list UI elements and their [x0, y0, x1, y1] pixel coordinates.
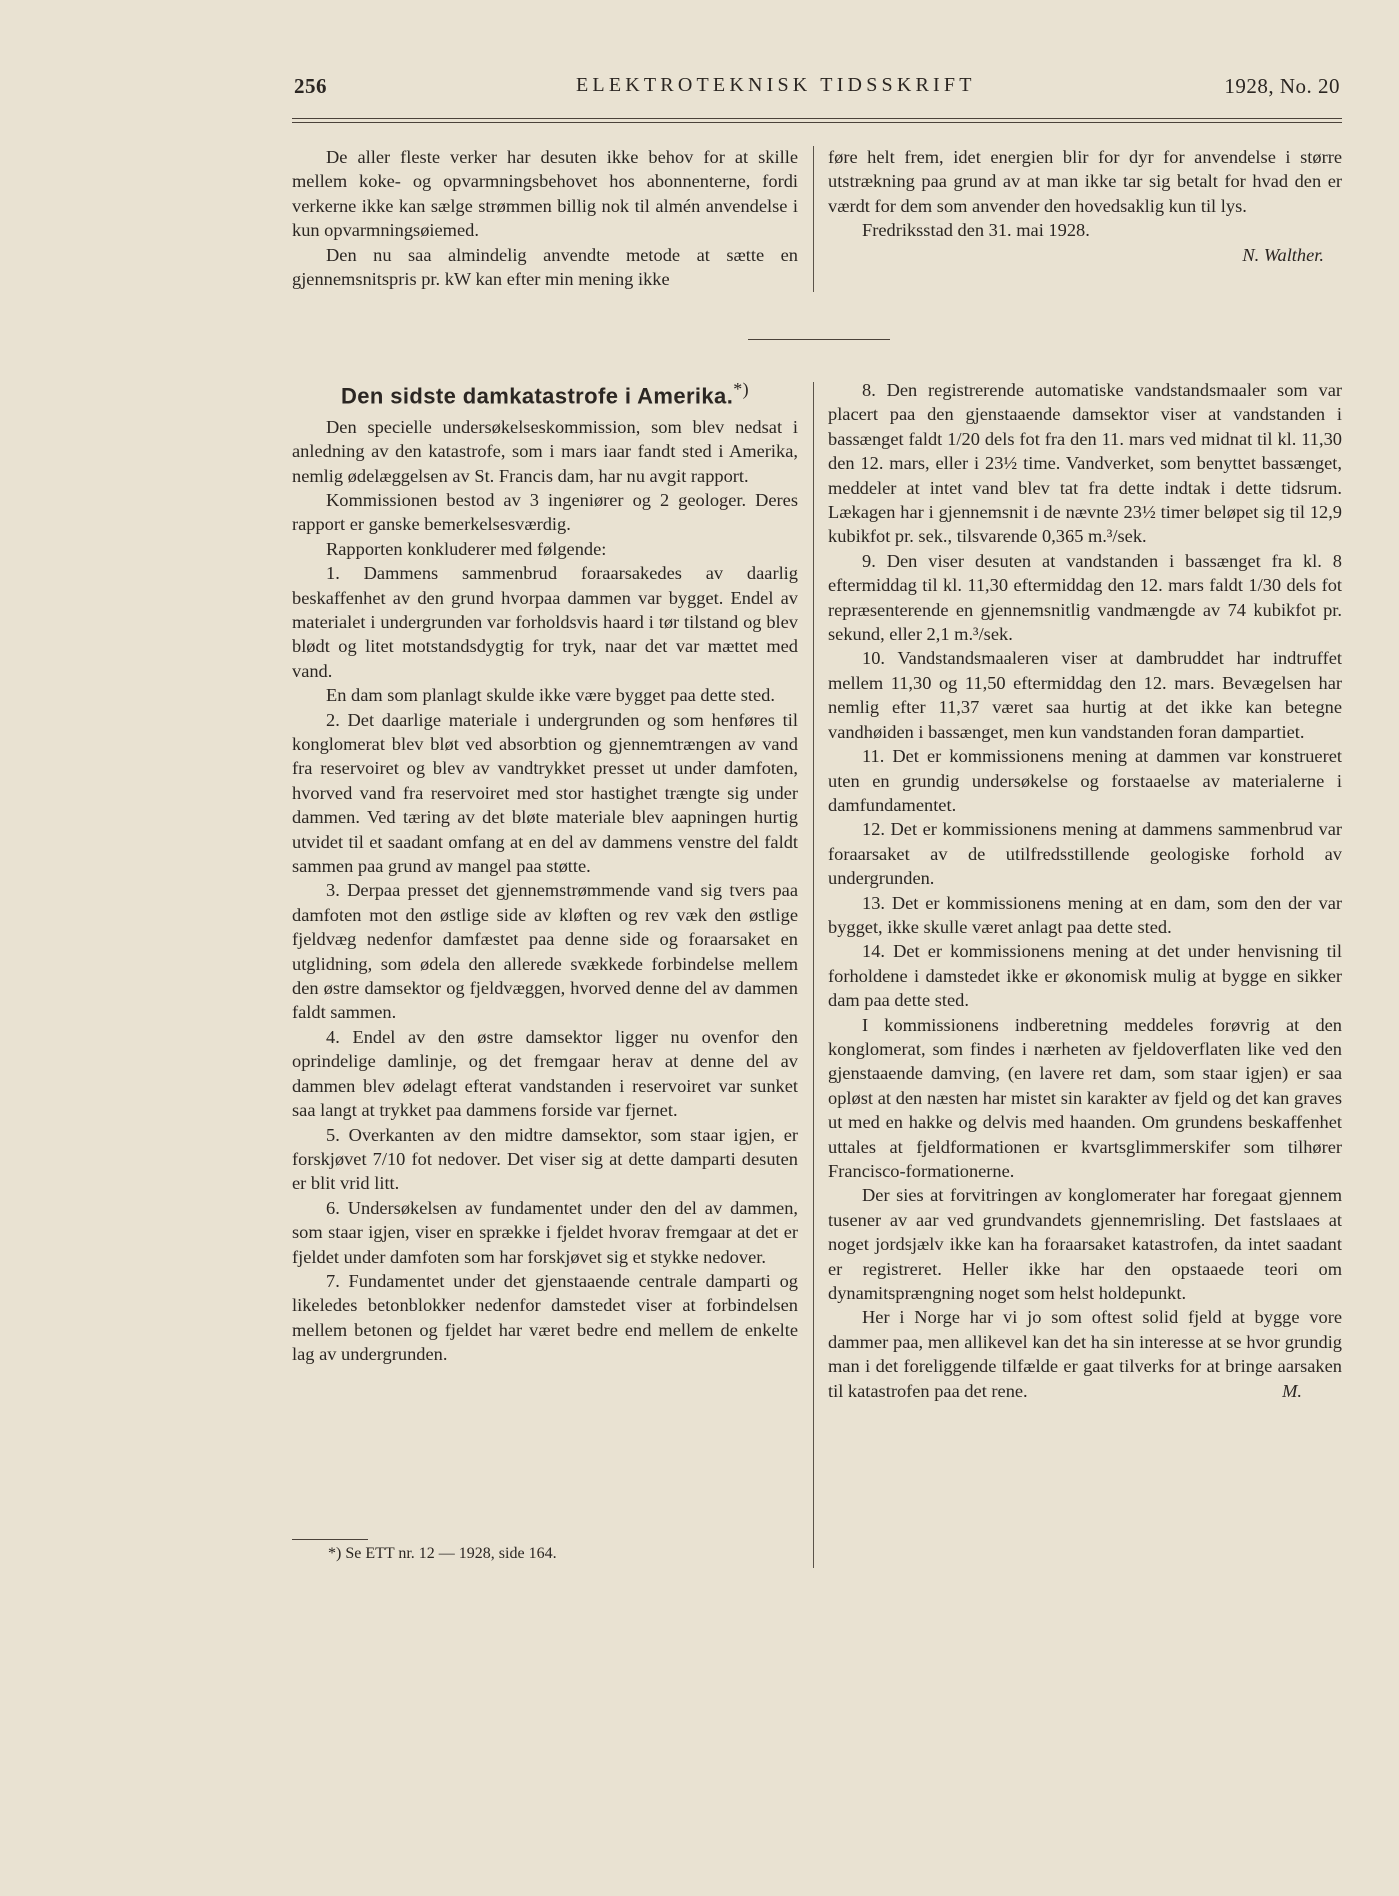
article-signature: M.: [1282, 1381, 1302, 1402]
paragraph: Her i Norge har vi jo som oftest solid fjeld at bygge vore dammer paa, men allikevel kan det ha sin interesse at se hvor grundig man i det foreliggende tilfælde er gaat tilverks for at bringe aarsaken til katastrofen paa det rene.: [828, 1307, 1342, 1401]
article-title: [292, 377, 798, 409]
paragraph: 13. Det er kommissionens mening at en dam, som den der var bygget, ikke skulle været anlagt paa dette sted.: [828, 892, 1342, 937]
paragraph: Rapporten konkluderer med følgende:: [326, 538, 607, 559]
running-header: [292, 74, 1342, 104]
author-signature: N. Walther.: [1242, 244, 1324, 265]
paragraph: 6. Undersøkelsen av fundamentet under den del av dammen, som staar igjen, viser en sprække i fjeldet hvorav fremgaar at det er fjeldet under damfoten som har forskjøvet sig et stykke nedover.: [292, 1197, 798, 1267]
paragraph: føre helt frem, idet energien blir for dyr for anvendelse i større utstrækning paa grund av at man ikke tar sig betalt for hvad den er værdt for dem som anvender den hovedsaklig kun til lys.: [828, 147, 1342, 216]
top-right-column: [828, 145, 1342, 267]
paragraph: 11. Det er kommissionens mening at dammen var konstrueret uten en grundig undersøkelse og forstaaelse av materialerne i damfundamentet.: [828, 746, 1342, 815]
paragraph: Den nu saa almindelig anvendte metode at sætte en gjennemsnitspris pr. kW kan efter min mening ikke: [292, 244, 798, 290]
footnote: *) Se ETT nr. 12 — 1928, side 164.: [328, 1545, 557, 1562]
column-divider: [813, 382, 814, 1568]
paragraph: 1. Dammens sammenbrud foraarsakedes av daarlig beskaffenhet av den grund hvorpaa dammen var bygget. Endel av materialet i undergrunden var forholdsvis haard i tør tilstand og blev blødt og litet motstandsdygtig for tryk, naar det var mættet med vand.: [292, 563, 798, 681]
paragraph: 9. Den viser desuten at vandstanden i bassænget fra kl. 8 eftermiddag til kl. 11,30 eftermiddag den 12. mars faldt 1/30 dels fot repræsenterende en gjennemsnitlig vandmængde av 74 kubikfot pr. sekund, eller 2,1 m.³/sek.: [828, 550, 1342, 645]
page-number: 256: [294, 74, 327, 98]
paragraph: 2. Det daarlige materiale i undergrunden og som henføres til konglomerat blev bløt ved absorbtion og gjennemtrængen av vand fra reservoiret og blev av vandtrykket presset ut under damfoten, hvorved vand fra reservoiret med stor hastighet trængte sig under dammen. Ved tæring av det bløte materiale blev aapningen hurtig utvidet til et saadant omfang at en del av dammens venstre del faldt sammen paa grund av mangel paa støtte.: [292, 709, 798, 877]
dateline: Fredriksstad den 31. mai 1928.: [862, 220, 1090, 241]
paragraph: 7. Fundamentet under det gjenstaaende centrale damparti og likeledes betonblokker nedenfor damstedet viser at forbindelsen mellem betonen og fjeldet har været bedre end mellem de enkelte lag av undergrunden.: [292, 1270, 798, 1365]
header-rule-bottom: [292, 122, 1342, 123]
article-title-text: Den sidste damkatastrofe i Amerika.: [340, 383, 734, 409]
paragraph: Den specielle undersøkelseskommission, som blev nedsat i anledning av den katastrofe, som i mars iaar fandt sted i Amerika, nemlig ødelæggelsen av St. Francis dam, har nu avgit rapport.: [292, 416, 798, 486]
paragraph: 3. Derpaa presset det gjennemstrømmende vand sig tvers paa damfoten mot den østlige side av kløften og rev væk den østlige fjeldvæg nedenfor damfæstet paa denne side og foraarsaket en utglidning, som ødela den allerede svækkede forbindelse mellem den østre damsektor og fjeldvæggen, hvorved denne del av dammen faldt sammen.: [292, 880, 798, 1023]
paragraph: 8. Den registrerende automatiske vandstandsmaaler som var placert paa den gjenstaaende damsektor viser at vandstanden i bassænget faldt 1/20 dels fot fra den 11. mars ved midnat til kl. 11,30 den 12. mars, eller i 23½ time. Vandverket, som benyttet bassænget, meddeler at intet vand blev tat fra dette indtak i dette tidsrum. Lækagen har i gjennemsnit i de nævnte 23½ timer beløpet sig til 12,9 kubikfot pr. sek., tilsvarende 0,365 m.³/sek.: [828, 380, 1342, 547]
journal-title: ELEKTROTEKNISK TIDSSKRIFT: [576, 74, 976, 96]
header-rule-top: [292, 118, 1342, 119]
footnote-marker: *): [733, 379, 750, 399]
paragraph: 14. Det er kommissionens mening at det under henvisning til forholdene i damstedet ikke er økonomisk mulig at bygge en sikker dam paa dette sted.: [828, 941, 1342, 1011]
article-left-body: [292, 415, 798, 1367]
article-right-body: [828, 378, 1342, 1403]
paragraph: 5. Overkanten av den midtre damsektor, som staar igjen, er forskjøvet 7/10 fot nedover. Det viser sig at dette damparti desuten er blit vrid litt.: [292, 1124, 798, 1194]
footnote-rule: [292, 1539, 368, 1540]
paragraph: De aller fleste verker har desuten ikke behov for at skille mellem koke- og opvarmningsbehovet hos abonnenterne, fordi verkerne ikke kan sælge strømmen billig nok til almén anvendelse i kun opvarmningsøiemed.: [292, 147, 798, 241]
paragraph: I kommissionens indberetning meddeles forøvrig at den konglomerat, som findes i nærheten av fjeldoverflaten like ved den gjenstaaende damving, (en lavere ret dam, som staar igjen) er saa opløst at den næsten har mistet sin karakter av fjeld og det kan graves ut med en hakke og delvis med haanden. Om grundens beskaffenhet uttales at fjeldformationen er kvartsglimmerskifer som tilhører Francisco-formationerne.: [828, 1014, 1342, 1181]
paragraph: En dam som planlagt skulde ikke være bygget paa dette sted.: [326, 685, 775, 706]
paragraph: Der sies at forvitringen av konglomerater har foregaat gjennem tusener av aar ved grundvandets gjennemrisling. Det fastslaaes at noget jordsjælv ikke kan ha foraarsaket katastrofen, da intet saadant er registreret. Heller ikke har den opstaaede teori om dynamitsprængning noget som helst holdepunkt.: [828, 1185, 1342, 1304]
issue-number: 1928, No. 20: [1224, 74, 1340, 98]
top-left-column: [292, 145, 798, 291]
paragraph: 10. Vandstandsmaaleren viser at dambruddet har indtruffet mellem 11,30 og 11,50 eftermiddag den 12. mars. Bevægelsen har nemlig efter 11,37 været saa hurtig at det ikke kan betegne vandhøiden i bassænget, men kun vandstanden foran dampartiet.: [828, 648, 1342, 742]
bleed-through-shadow: [120, 150, 280, 310]
column-divider: [813, 146, 814, 292]
paragraph: Kommissionen bestod av 3 ingeniører og 2 geologer. Deres rapport er ganske bemerkelsesværdig.: [292, 489, 798, 535]
paragraph: 12. Det er kommissionens mening at dammens sammenbrud var foraarsaket av de utilfredsstillende geologiske forhold av undergrunden.: [828, 819, 1342, 889]
section-separator: [748, 339, 890, 340]
paragraph: 4. Endel av den østre damsektor ligger nu ovenfor den oprindelige damlinje, og det fremgaar herav at denne del av dammen blev ødelagt efterat vandstanden i reservoiret var sunket saa langt at trykket paa dammens forside var fjernet.: [292, 1026, 798, 1121]
article-right-column: [828, 378, 1342, 1403]
article-left-column: [292, 377, 798, 1367]
